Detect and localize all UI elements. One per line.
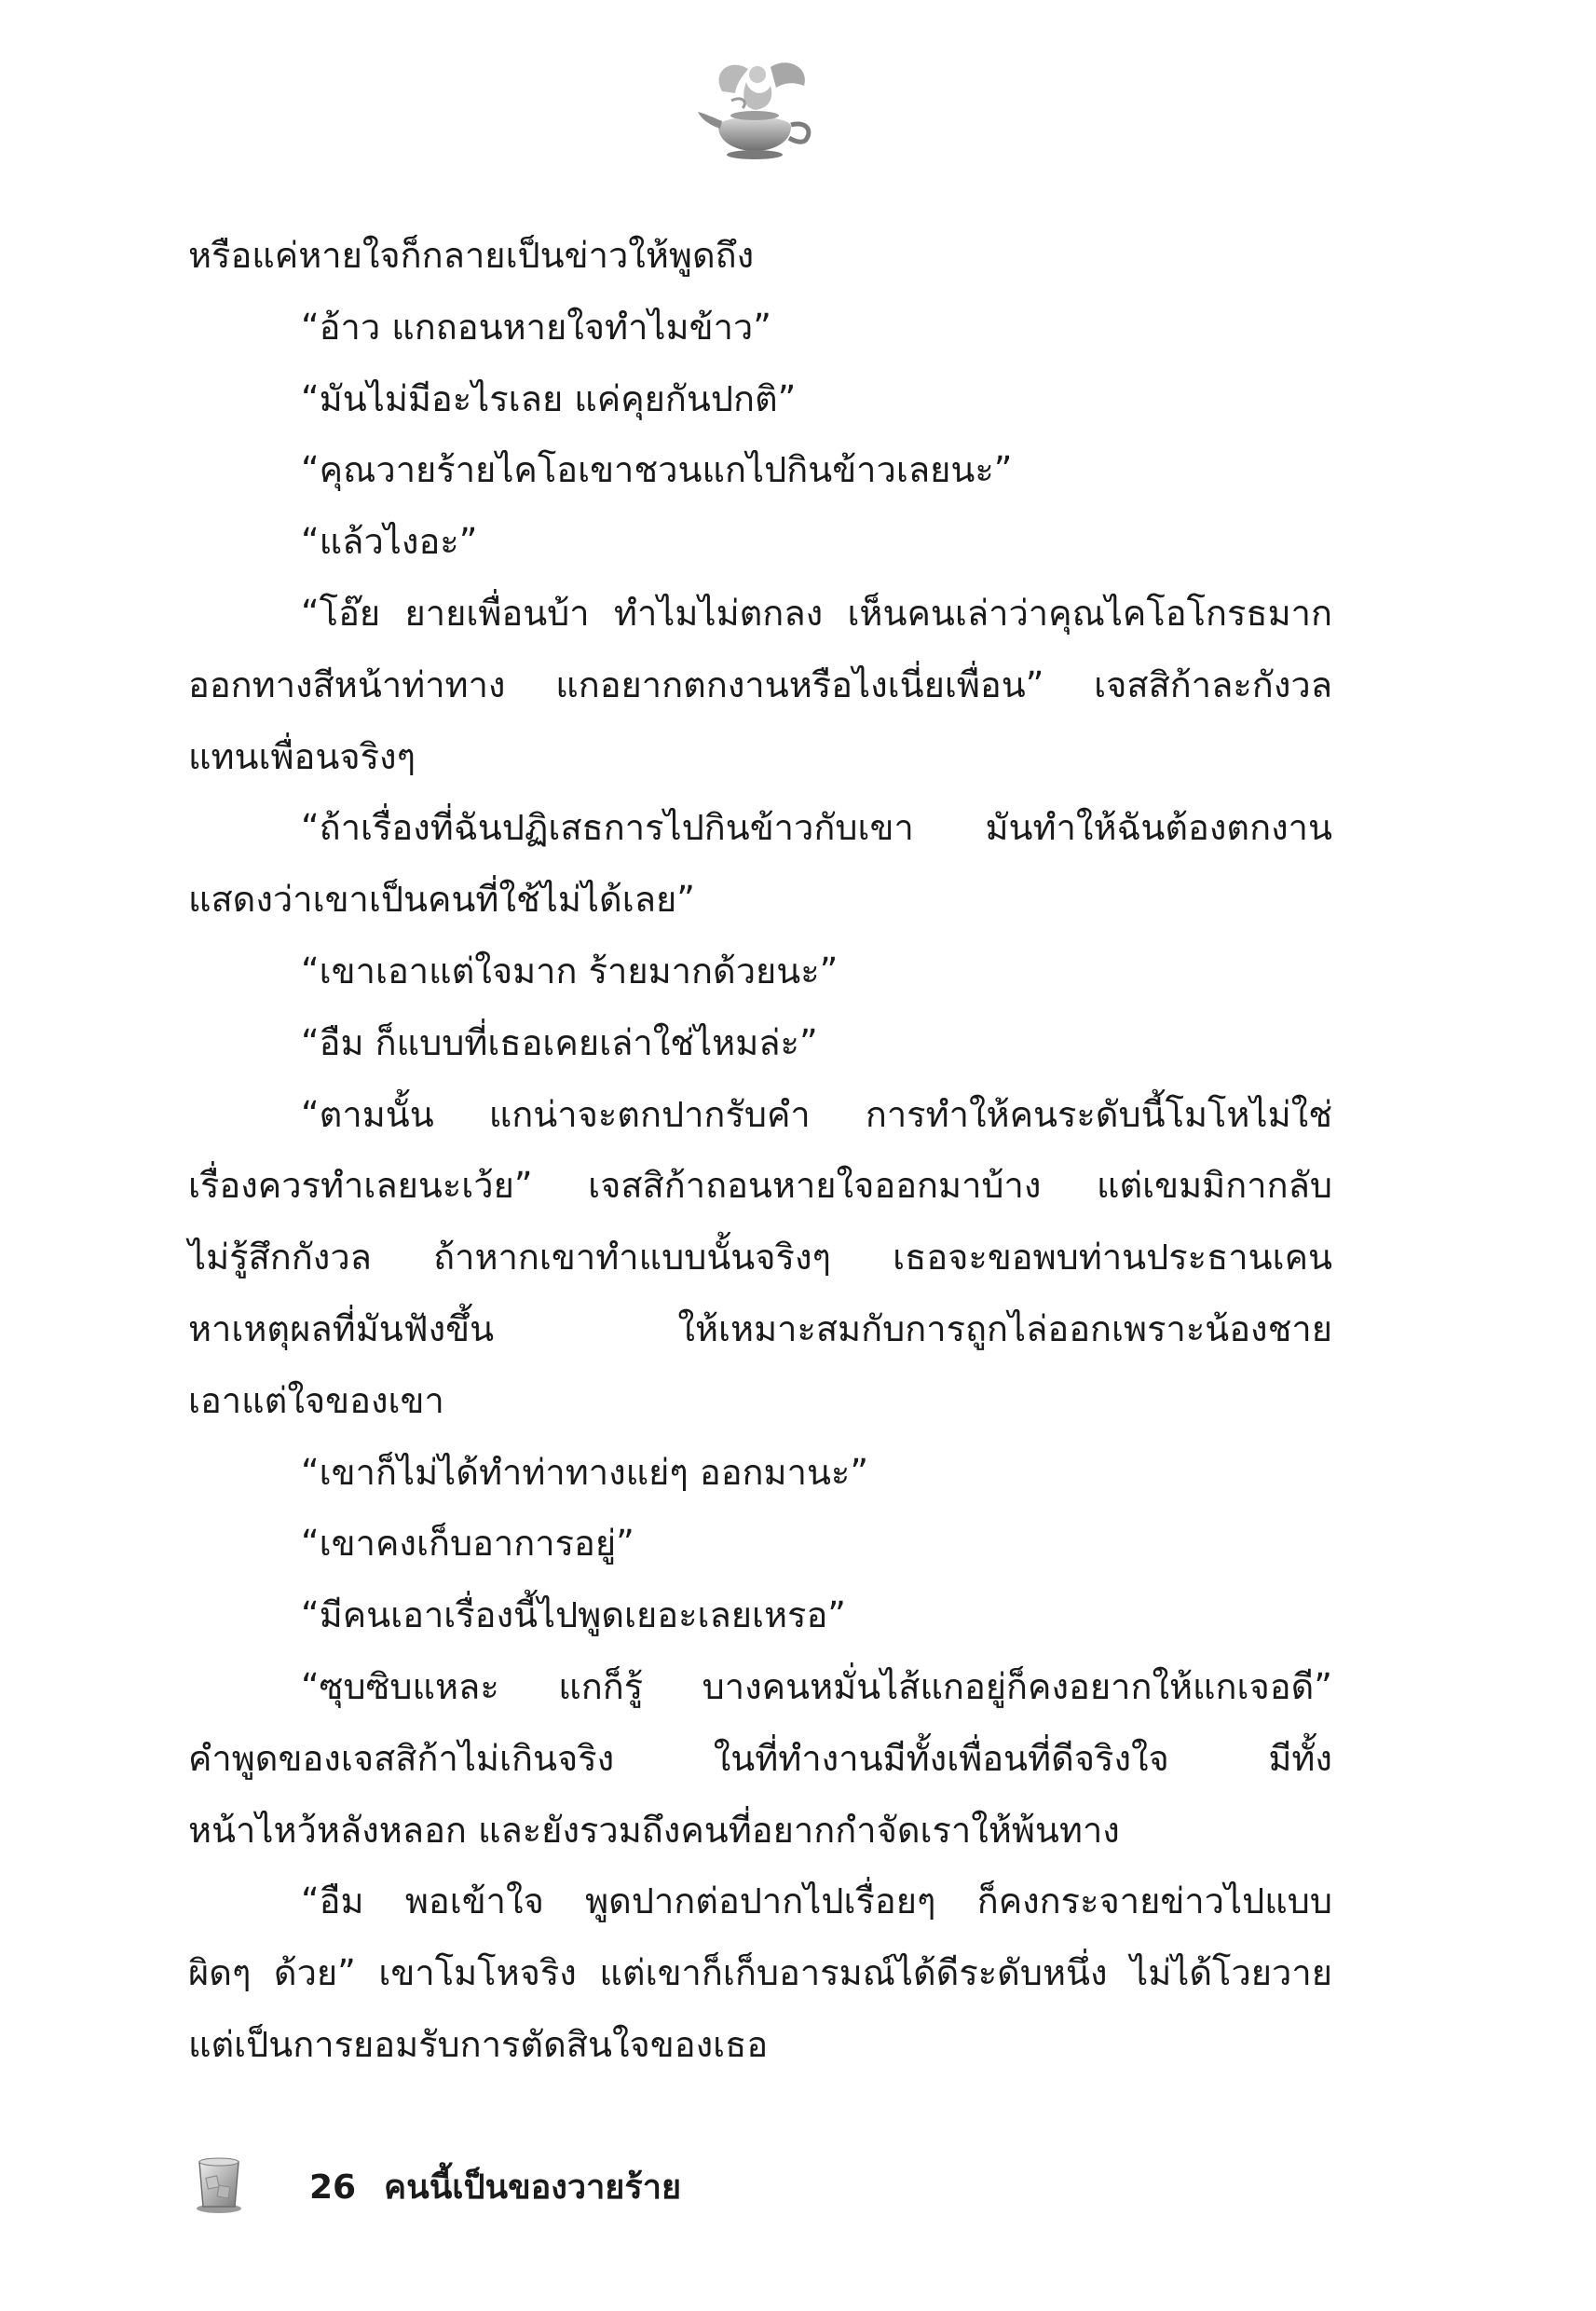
text-line: “อืม ก็แบบที่เธอเคยเล่าใช่ไหมล่ะ” [301,1021,818,1063]
cupid-teapot-emblem-icon [694,54,821,166]
text-line: ออกทางสีหน้าท่าทาง แกอยากตกงานหรือไงเนี่ยเพื่อน” เจสสิก้าละกังวล [188,663,1332,705]
text-line: “ตามนั้น แกน่าจะตกปากรับคำ การทำให้คนระดับนี้โมโหไม่ใช่ [301,1093,1332,1135]
text-line: “แล้วไงอะ” [301,521,478,563]
text-line: “คุณวายร้ายไคโอเขาชวนแกไปกินข้าวเลยนะ” [301,449,1013,491]
text-line: เรื่องควรทำเลยนะเว้ย” เจสสิก้าถอนหายใจออกมาบ้าง แต่เขมมิกากลับ [188,1165,1332,1207]
book-title: คนนี้เป็นของวายร้าย [384,2168,682,2207]
page-footer [188,2154,840,2220]
text-line: แสดงว่าเขาเป็นคนที่ใช้ไม่ได้เลย” [188,879,695,921]
glass-tumbler-icon [194,2154,244,2214]
page-number: 26 [309,2168,357,2207]
text-line: “โอ๊ย ยายเพื่อนบ้า ทำไมไม่ตกลง เห็นคนเล่าว่าคุณไคโอโกรธมาก [301,592,1332,634]
text-line: แต่เป็นการยอมรับการตัดสินใจของเธอ [188,2023,769,2065]
text-line: เอาแต่ใจของเขา [188,1379,444,1421]
text-line: “เขาคงเก็บอาการอยู่” [301,1523,634,1565]
text-line: หาเหตุผลที่มันฟังขึ้น ให้เหมาะสมกับการถูกไล่ออกเพราะน้องชาย [188,1307,1332,1349]
text-line: “มีคนเอาเรื่องนี้ไปพูดเยอะเลยเหรอ” [301,1594,846,1636]
text-line: แทนเพื่อนจริงๆ [188,735,416,777]
text-line: “เขาเอาแต่ใจมาก ร้ายมากด้วยนะ” [301,950,839,991]
text-line: “อืม พอเข้าใจ พูดปากต่อปากไปเรื่อยๆ ก็คงกระจายข่าวไปแบบ [301,1880,1332,1922]
text-line: หน้าไหว้หลังหลอก และยังรวมถึงคนที่อยากกำจัดเราให้พ้นทาง [188,1809,1120,1851]
text-line: “มันไม่มีอะไรเลย แค่คุยกันปกติ” [301,377,797,419]
text-line: “อ้าว แกถอนหายใจทำไมข้าว” [301,306,771,348]
text-line: ไม่รู้สึกกังวล ถ้าหากเขาทำแบบนั้นจริงๆ เธอจะขอพบท่านประธานเคน [188,1237,1332,1279]
text-line: “ถ้าเรื่องที่ฉันปฏิเสธการไปกินข้าวกับเขา มันทำให้ฉันต้องตกงาน [301,807,1332,849]
text-line: “ซุบซิบแหละ แกก็รู้ บางคนหมั่นไส้แกอยู่ก็คงอยากให้แกเจอดี” [301,1665,1332,1707]
text-line: คำพูดของเจสสิก้าไม่เกินจริง ในที่ทำงานมีทั้งเพื่อนที่ดีจริงใจ มีทั้ง [188,1737,1332,1779]
text-line: ผิดๆ ด้วย” เขาโมโหจริง แต่เขาก็เก็บอารมณ์ได้ดีระดับหนึ่ง ไม่ได้โวยวาย [188,1952,1332,1994]
text-line: “เขาก็ไม่ได้ทำท่าทางแย่ๆ ออกมานะ” [301,1451,869,1493]
text-line: หรือแค่หายใจก็กลายเป็นข่าวให้พูดถึง [188,235,755,276]
body-text [188,220,1332,2081]
